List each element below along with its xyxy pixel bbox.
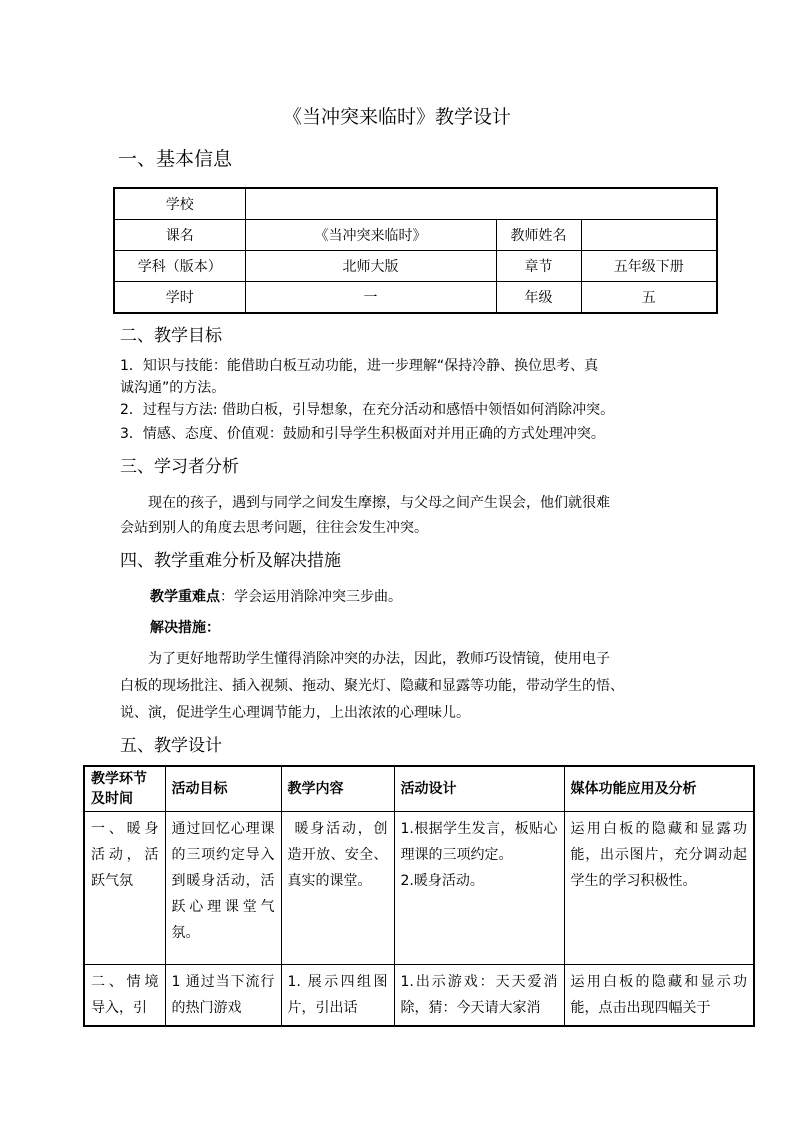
table-cell: 一、暖身活动，活跃气氛: [84, 812, 165, 965]
table-cell: 1.出示游戏：天天爱消除，猜：今天请大家消: [394, 965, 564, 1027]
learner-line: 会站到别人的角度去思考问题，往往会发生冲突。: [120, 520, 428, 536]
grade-label: 年级: [496, 282, 581, 314]
table-row: [84, 812, 754, 965]
solution-label: 解决措施: [150, 620, 206, 636]
solution-heading: [150, 617, 220, 639]
key-point-line: [150, 586, 402, 608]
header-cell: 教学内容: [281, 766, 394, 812]
table-cell: 暖身活动，创造开放、安全、真实的课堂。: [281, 812, 394, 965]
table-cell: 通过回忆心理课的三项约定导入到暖身活动，活跃心理课堂气氛。: [165, 812, 281, 965]
chapter-label: 章节: [496, 251, 581, 282]
goal-line: 2．过程与方法: 借助白板，引导想象，在充分活动和感悟中领悟如何消除冲突。: [120, 402, 615, 418]
key-point-text: ：学会运用消除冲突三步曲。: [220, 589, 402, 605]
table-cell: 1.根据学生发言，板贴心理课的三项约定。 2.暖身活动。: [394, 812, 564, 965]
basic-info-table: [113, 187, 718, 314]
table-row: [114, 282, 717, 314]
solution-colon: ：: [206, 620, 220, 636]
teaching-design-table: [83, 765, 755, 1027]
learner-line: 现在的孩子，遇到与同学之间发生摩擦，与父母之间产生误会，他们就很难: [148, 495, 610, 511]
course-label: 课名: [114, 220, 245, 251]
header-cell: 教学环节及时间: [84, 766, 165, 812]
header-cell: 活动目标: [165, 766, 281, 812]
hours-value: 一: [245, 282, 496, 314]
school-label: 学校: [114, 188, 245, 220]
table-cell: 1. 展示四组图片，引出话: [281, 965, 394, 1027]
school-value: [245, 188, 717, 220]
header-cell: 媒体功能应用及分析: [564, 766, 754, 812]
course-value: 《当冲突来临时》: [245, 220, 496, 251]
goal-line: 3．情感、态度、价值观：鼓励和引导学生积极面对并用正确的方式处理冲突。: [120, 426, 605, 442]
table-cell: 1 通过当下流行的热门游戏: [165, 965, 281, 1027]
table-header-row: [84, 766, 754, 812]
section-key-points: 四、教学重难分析及解决措施: [120, 551, 341, 571]
section-basic-info: 一、基本信息: [118, 148, 233, 170]
hours-label: 学时: [114, 282, 245, 314]
teacher-label: 教师姓名: [496, 220, 581, 251]
key-point-label: 教学重难点: [150, 589, 220, 605]
grade-value: 五: [581, 282, 717, 314]
goal-line: 诚沟通”的方法。: [120, 380, 226, 396]
solution-line: 为了更好地帮助学生懂得消除冲突的办法，因此，教师巧设情镜，使用电子: [148, 651, 610, 667]
solution-line: 说、演，促进学生心理调节能力，上出浓浓的心理味儿。: [120, 705, 470, 721]
table-row: [114, 220, 717, 251]
teacher-value: [581, 220, 717, 251]
subject-value: 北师大版: [245, 251, 496, 282]
page-title: 《当冲突来临时》教学设计: [282, 106, 511, 128]
chapter-value: 五年级下册: [581, 251, 717, 282]
solution-line: 白板的现场批注、插入视频、拖动、聚光灯、隐藏和显露等功能，带动学生的悟、: [120, 678, 624, 694]
table-cell: 运用白板的隐藏和显露功能，出示图片，充分调动起学生的学习积极性。: [564, 812, 754, 965]
goal-line: 1．知识与技能：能借助白板互动功能，进一步理解“保持冷静、换位思考、真: [120, 358, 599, 374]
table-cell: 运用白板的隐藏和显示功能，点击出现四幅关于: [564, 965, 754, 1027]
section-teaching-design: 五、教学设计: [120, 736, 222, 756]
table-cell: 二、情境导入，引: [84, 965, 165, 1027]
subject-label: 学科（版本）: [114, 251, 245, 282]
section-learner-analysis: 三、学习者分析: [120, 457, 239, 477]
table-row: [114, 188, 717, 220]
table-row: [84, 965, 754, 1027]
table-row: [114, 251, 717, 282]
section-teaching-goals: 二、教学目标: [120, 326, 222, 346]
header-cell: 活动设计: [394, 766, 564, 812]
